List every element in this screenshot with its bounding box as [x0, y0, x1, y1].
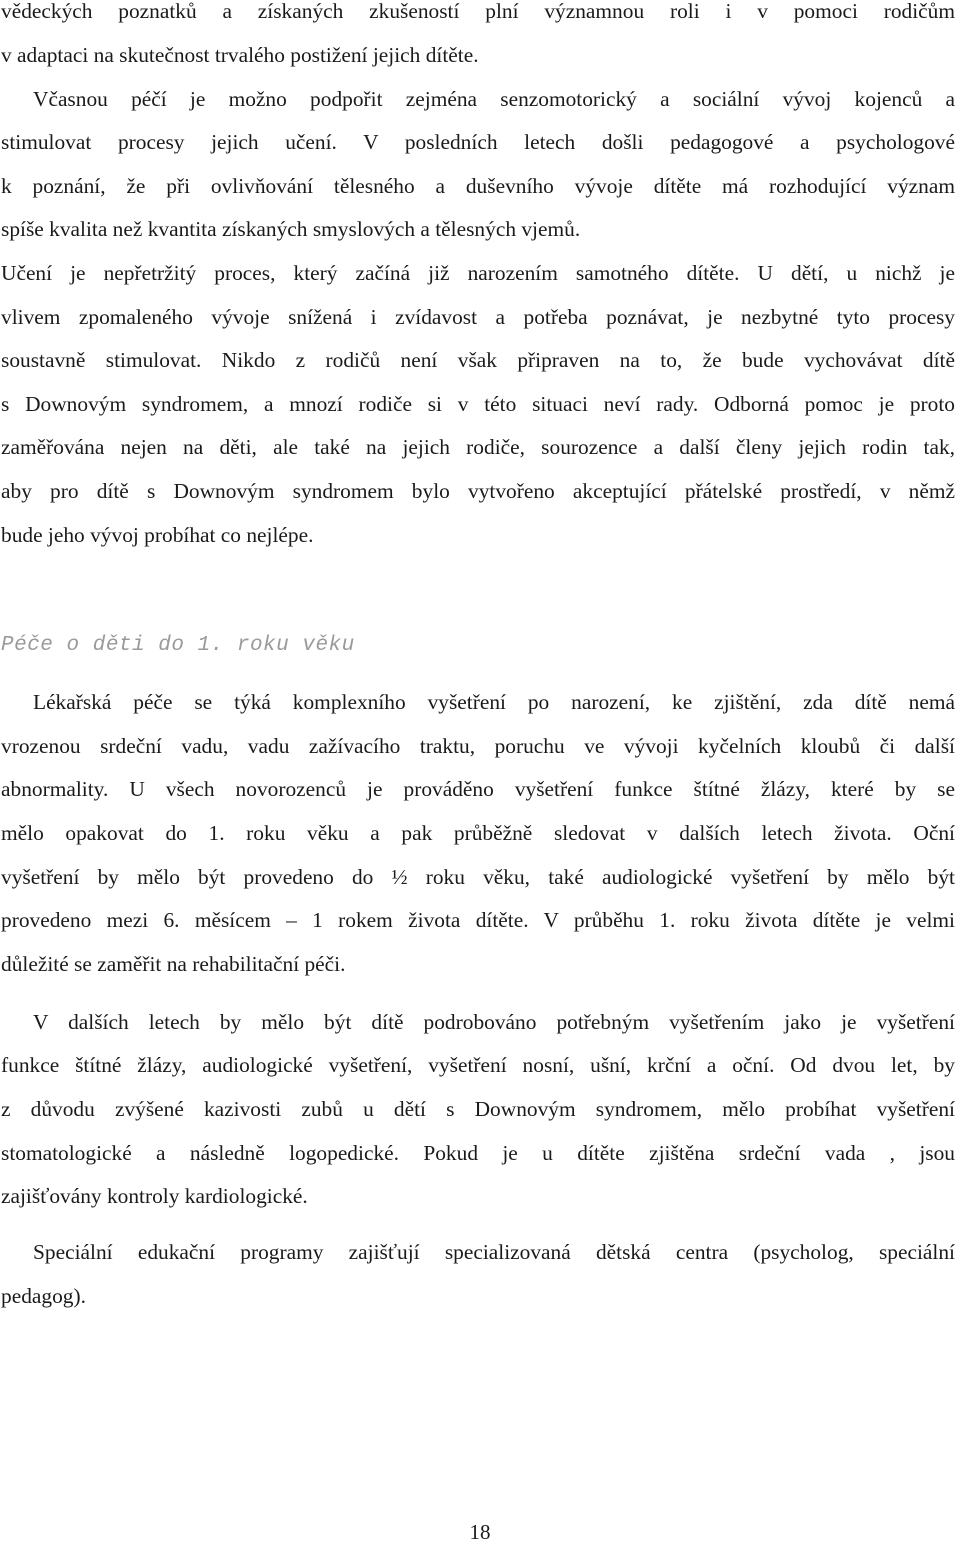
body-text-line: z důvodu zvýšené kazivosti zubů u dětí s Downovým syndromem, mělo probíhat vyšetření	[1, 1097, 955, 1121]
body-text-line: v adaptaci na skutečnost trvalého postižení jejich dítěte.	[1, 43, 479, 67]
body-text-line: stomatologické a následně logopedické. Pokud je u dítěte zjištěna srdeční vada , jsou	[1, 1141, 955, 1165]
page-number: 18	[469, 1520, 491, 1544]
body-text-line: Speciální edukační programy zajišťují specializovaná dětská centra (psycholog, speciální	[33, 1240, 955, 1264]
body-text-line: spíše kvalita než kvantita získaných smyslových a tělesných vjemů.	[1, 217, 581, 241]
body-text-line: zajišťovány kontroly kardiologické.	[1, 1184, 308, 1208]
body-text-line: funkce štítné žlázy, audiologické vyšetření, vyšetření nosní, ušní, krční a oční. Od dvou let, by	[1, 1053, 955, 1077]
body-text-line: vlivem zpomaleného vývoje snížená i zvídavost a potřeba poznávat, je nezbytné tyto procesy	[1, 305, 955, 329]
body-text-line: k poznání, že při ovlivňování tělesného a duševního vývoje dítěte má rozhodující význam	[1, 174, 955, 198]
section-heading: Péče o děti do 1. roku věku	[1, 634, 355, 657]
body-text-line: Lékařská péče se týká komplexního vyšetření po narození, ke zjištění, zda dítě nemá	[33, 690, 955, 714]
body-text-line: vyšetření by mělo být provedeno do ½ roku věku, také audiologické vyšetření by mělo být	[1, 865, 955, 889]
body-text-line: s Downovým syndromem, a mnozí rodiče si v této situaci neví rady. Odborná pomoc je proto	[1, 392, 955, 416]
body-text-line: zaměřována nejen na děti, ale také na jejich rodiče, sourozence a další členy jejich rodin tak,	[1, 435, 955, 459]
body-text-line: vrozenou srdeční vadu, vadu zažívacího traktu, poruchu ve vývoji kyčelních kloubů či další	[1, 734, 955, 758]
body-text-line: bude jeho vývoj probíhat co nejlépe.	[1, 523, 314, 547]
body-text-line: abnormality. U všech novorozenců je prováděno vyšetření funkce štítné žlázy, které by se	[1, 777, 955, 801]
body-text-line: soustavně stimulovat. Nikdo z rodičů není však připraven na to, že bude vychovávat dítě	[1, 348, 955, 372]
body-text-line: aby pro dítě s Downovým syndromem bylo vytvořeno akceptující přátelské prostředí, v němž	[1, 479, 955, 503]
body-text-line: V dalších letech by mělo být dítě podrobováno potřebným vyšetřením jako je vyšetření	[33, 1010, 955, 1034]
body-text-line: mělo opakovat do 1. roku věku a pak průběžně sledovat v dalších letech života. Oční	[1, 821, 955, 845]
body-text-line: Včasnou péčí je možno podpořit zejména senzomotorický a sociální vývoj kojenců a	[33, 87, 955, 111]
body-text-line: provedeno mezi 6. měsícem – 1 rokem života dítěte. V průběhu 1. roku života dítěte je velmi	[1, 908, 955, 932]
body-text-line: Učení je nepřetržitý proces, který začíná již narozením samotného dítěte. U dětí, u nichž je	[1, 261, 955, 285]
body-text-line: pedagog).	[1, 1284, 86, 1308]
body-text-line: stimulovat procesy jejich učení. V posledních letech došli pedagogové a psychologové	[1, 130, 955, 154]
body-text-line: vědeckých poznatků a získaných zkušeností plní významnou roli i v pomoci rodičům	[1, 0, 955, 23]
body-text-line: důležité se zaměřit na rehabilitační péči.	[1, 952, 346, 976]
